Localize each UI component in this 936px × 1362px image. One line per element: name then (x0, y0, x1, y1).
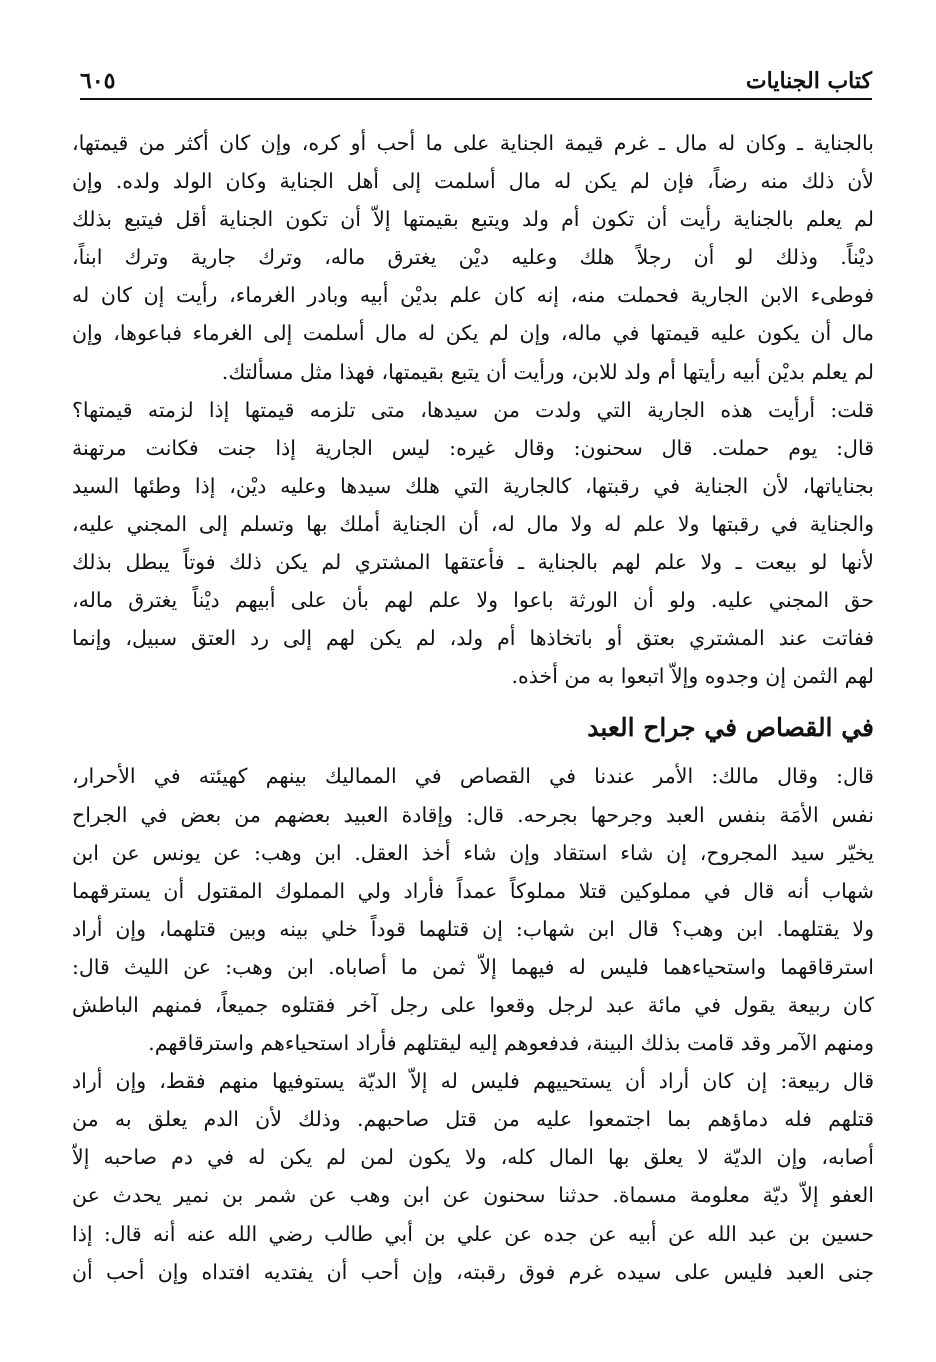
text-line: ولا يقتلهما. ابن وهب؟ قال ابن شهاب: إن قتلهما قوداً خلي بينه وبين قتلهما، وإن أراد (72, 916, 874, 941)
text-line: يخيّر سيد المجروح، إن شاء استقاد وإن شاء أخذ العقل. ابن وهب: عن يونس عن ابن (72, 840, 874, 865)
text-line: بجناياتها، لأن الجناية في رقبتها، كالجارية التي هلك سيدها وعليه ديْن، إذا وطئها السيد (72, 473, 874, 498)
text-line: والجناية في رقبتها ولا علم له ولا مال له، أن الجناية أملك بها وتسلم إلى المجني عليه، (72, 511, 874, 536)
text-line: ففاتت عند المشتري بعتق أو باتخاذها أم ولد، لم يكن لهم إلى رد العتق سبيل، وإنما (72, 626, 874, 651)
text-line: قال ربيعة: إن كان أراد أن يستحييهم فليس له إلاّ الديّة يستوفيها منهم فقط، وإن أراد (72, 1069, 874, 1094)
text-line: لأنها لو بيعت ـ ولا علم لهم بالجناية ـ فأعتقها المشتري لم يكن ذلك فوتاً يبطل بذلك (72, 550, 874, 575)
text-line: قال: وقال مالك: الأمر عندنا في القصاص في المماليك بينهم كهيئته في الأحرار، (72, 764, 874, 789)
text-line: نفس الأمَة بنفس العبد وجرحها بجرحه. قال: وإقادة العبيد بعضهم من بعض في الجراح (72, 802, 874, 827)
text-line: ومنهم الآمر وقد قامت بذلك البينة، فدفعوهم إليه ليقتلهم فأراد استحياءهم واسترقاقهم. (148, 1031, 874, 1056)
text-line: لم يعلم بديْن أبيه رأيتها أم ولد للابن، ورأيت أن يتبع بقيمتها، فهذا مثل مسألتك. (221, 359, 874, 384)
text-line: لم يعلم بالجناية رأيت أن تكون أم ولد ويتبع بقيمتها إلاّ أن تكون الجناية أقل فيتبع بذلك (72, 207, 874, 232)
text-line: مال أن يكون عليه قيمتها في ماله، وإن لم يكن له مال أسلمت إلى الغرماء فباعوها، وإن (72, 321, 874, 346)
text-line: قتلهم فله دماؤهم بما اجتمعوا عليه من قتل صاحبهم. وذلك لأن الدم يعلق به من (72, 1107, 874, 1132)
text-line: أصابه، وإن الديّة لا يعلق بها المال كله، ولا يكون لمن لم يكن له في دم صاحبه إلاّ (72, 1145, 874, 1170)
text-line: كان ربيعة يقول في مائة عبد لرجل وقعوا على رجل آخر فقتلوه جميعاً، فمنهم الباطش (72, 992, 874, 1017)
page-number: ٦٠٥ (80, 68, 116, 94)
running-title: كتاب الجنايات (745, 68, 872, 94)
page-header (80, 60, 872, 100)
text-line: لأن ذلك منه رضاً، فإن لم يكن له مال أسلمت إلى أهل الجناية وكان الولد ولده. وإن (72, 169, 874, 194)
section-heading: في القصاص في جراح العبد (587, 713, 874, 743)
text-line: بالجناية ـ وكان له مال ـ غرم قيمة الجناية على ما أحب أو كره، وإن كان أكثر من قيمتها، (72, 131, 874, 155)
section-paragraph (72, 757, 874, 1290)
paragraph-continued (72, 124, 874, 695)
text-line: شهاب أنه قال في مملوكين قتلا مملوكاً عمداً فأراد ولي المملوك المقتول أن يسترقهما (72, 878, 874, 903)
page-body (72, 124, 874, 1291)
text-line: العفو إلاّ ديّة معلومة مسماة. حدثنا سحنون عن ابن وهب عن شمر بن نمير يحدث عن (72, 1183, 874, 1208)
text-line: حق المجني عليه. ولو أن الورثة باعوا ولا علم لهم بأن على أبيهم ديْناً يغترق ماله، (72, 588, 874, 613)
text-line: قلت: أرأيت هذه الجارية التي ولدت من سيدها، متى تلزمه قيمتها إذا لزمته قيمتها؟ (72, 397, 874, 422)
text-line: قال: يوم حملت. قال سحنون: وقال غيره: ليس الجارية إذا جنت فكانت مرتهنة (72, 435, 874, 460)
text-line: استرقاقهما واستحياءهما فليس له فيهما إلاّ ثمن ما أصاباه. ابن وهب: عن الليث قال: (72, 954, 874, 979)
text-line: فوطىء الابن الجارية فحملت منه، إنه كان علم بديْن أبيه وبادر الغرماء، رأيت إن كان له (72, 283, 874, 308)
text-line: جنى العبد فليس على سيده غرم فوق رقبته، وإن أحب أن يفتديه افتداه وإن أحب أن (72, 1259, 874, 1284)
text-line: حسين بن عبد الله عن أبيه عن جده عن علي بن أبي طالب رضي الله عنه أنه قال: إذا (72, 1221, 874, 1246)
text-line: لهم الثمن إن وجدوه وإلاّ اتبعوا به من أخذه. (511, 664, 874, 689)
text-line: ديْناً. وذلك لو أن رجلاً هلك وعليه ديْن يغترق ماله، وترك جارية وترك ابناً، (72, 245, 874, 270)
